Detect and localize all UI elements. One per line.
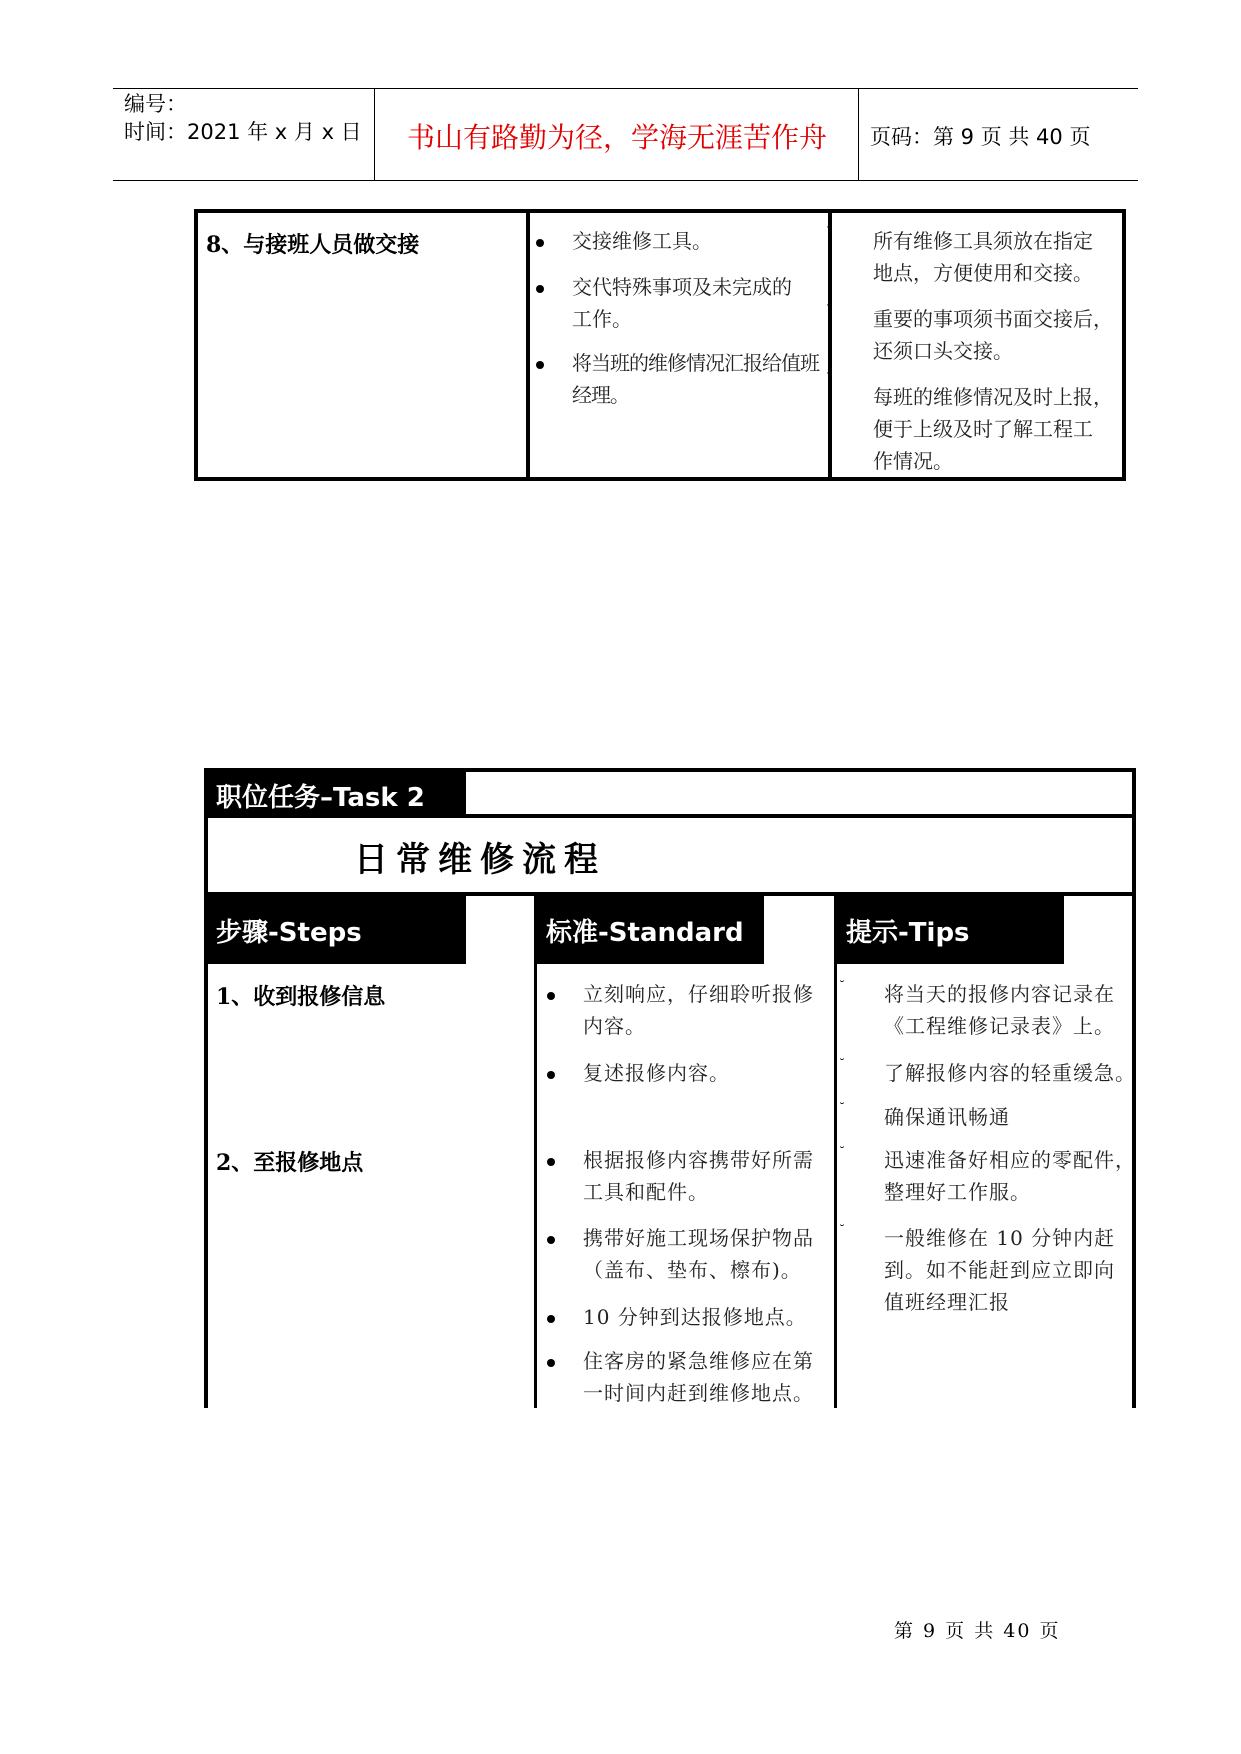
bullet	[547, 1158, 555, 1166]
task2-column-divider	[834, 892, 837, 1408]
tip-item: 每班的维修情况及时上报， 便于上级及时了解工程工 作情况。	[873, 385, 1113, 473]
bullet	[547, 992, 555, 1000]
step-2-label: 2、至报修地点	[216, 1150, 364, 1176]
tick-mark: ˘	[839, 1223, 845, 1237]
task-label-tab	[204, 768, 466, 818]
header-bottom-rule	[113, 180, 1138, 181]
column-header-steps: 步骤-Steps	[204, 892, 466, 964]
bullet	[547, 1315, 555, 1323]
header-top-rule	[113, 88, 1138, 89]
header-meta	[124, 90, 362, 146]
column-header-tips: 提示-Tips	[834, 892, 1064, 964]
standard-item: 交代特殊事项及未完成的 工作。	[572, 275, 792, 331]
standard-item: 交接维修工具。	[572, 229, 712, 253]
document-date: 时间：2021 年 x 月 x 日	[124, 120, 362, 144]
standard-item: 携带好施工现场保护物品 （盖布、垫布、檫布)。	[583, 1226, 814, 1282]
task2-left-border	[204, 768, 208, 1408]
standard-item: 将当班的维修情况汇报给值班 经理。	[572, 351, 819, 407]
bullet	[536, 239, 544, 247]
column-divider	[828, 213, 832, 477]
tip-item: 迅速准备好相应的零配件， 整理好工作服。	[884, 1148, 1136, 1204]
task2-column-divider	[534, 892, 537, 1408]
bullet	[547, 1359, 555, 1367]
tip-item: 确保通讯畅通	[884, 1105, 1010, 1129]
standard-item: 住客房的紧急维修应在第 一时间内赶到维修地点。	[583, 1349, 814, 1405]
column-header-standard: 标准-Standard	[534, 892, 764, 964]
tick-mark: ˘	[839, 1101, 845, 1115]
tip-item: 一般维修在 10 分钟内赶 到。如不能赶到应立即向 值班经理汇报	[884, 1226, 1116, 1314]
bullet	[536, 285, 544, 293]
standard-item: 立刻响应，仔细聆听报修 内容。	[583, 982, 814, 1038]
standard-item: 10 分钟到达报修地点。	[583, 1305, 807, 1329]
tick-mark: ˘	[826, 303, 832, 317]
document-number-label: 编号：	[124, 92, 187, 116]
tip-item: 重要的事项须书面交接后， 还须口头交接。	[873, 307, 1113, 363]
standard-item: 根据报修内容携带好所需 工具和配件。	[583, 1148, 814, 1204]
column-divider	[526, 213, 530, 477]
tick-mark: ˘	[839, 1145, 845, 1159]
standard-item: 复述报修内容。	[583, 1061, 730, 1085]
header-divider-left	[374, 88, 375, 181]
header-page-info: 页码：第 9 页 共 40 页	[870, 125, 1091, 149]
tick-mark: ˘	[826, 225, 832, 239]
bullet	[536, 361, 544, 369]
step-1-label: 1、收到报修信息	[216, 984, 386, 1010]
section-title: 日常维修流程	[354, 840, 606, 880]
tip-item: 所有维修工具须放在指定 地点，方便使用和交接。	[873, 229, 1093, 285]
tick-mark: ˘	[839, 1057, 845, 1071]
tick-mark: ˘	[839, 979, 845, 993]
tip-item: 了解报修内容的轻重缓急。	[884, 1061, 1136, 1085]
tip-item: 将当天的报修内容记录在 《工程维修记录表》上。	[884, 982, 1115, 1038]
task-label: 职位任务–Task 2	[216, 783, 425, 813]
bullet	[547, 1071, 555, 1079]
bullet	[547, 1236, 555, 1244]
tick-mark: ˘	[826, 371, 832, 385]
header-divider-right	[858, 88, 859, 181]
footer-page-number: 第 9 页 共 40 页	[894, 1620, 1061, 1642]
step-8-label: 8、与接班人员做交接	[206, 232, 420, 258]
header-motto: 书山有路勤为径，学海无涯苦作舟	[406, 121, 827, 154]
